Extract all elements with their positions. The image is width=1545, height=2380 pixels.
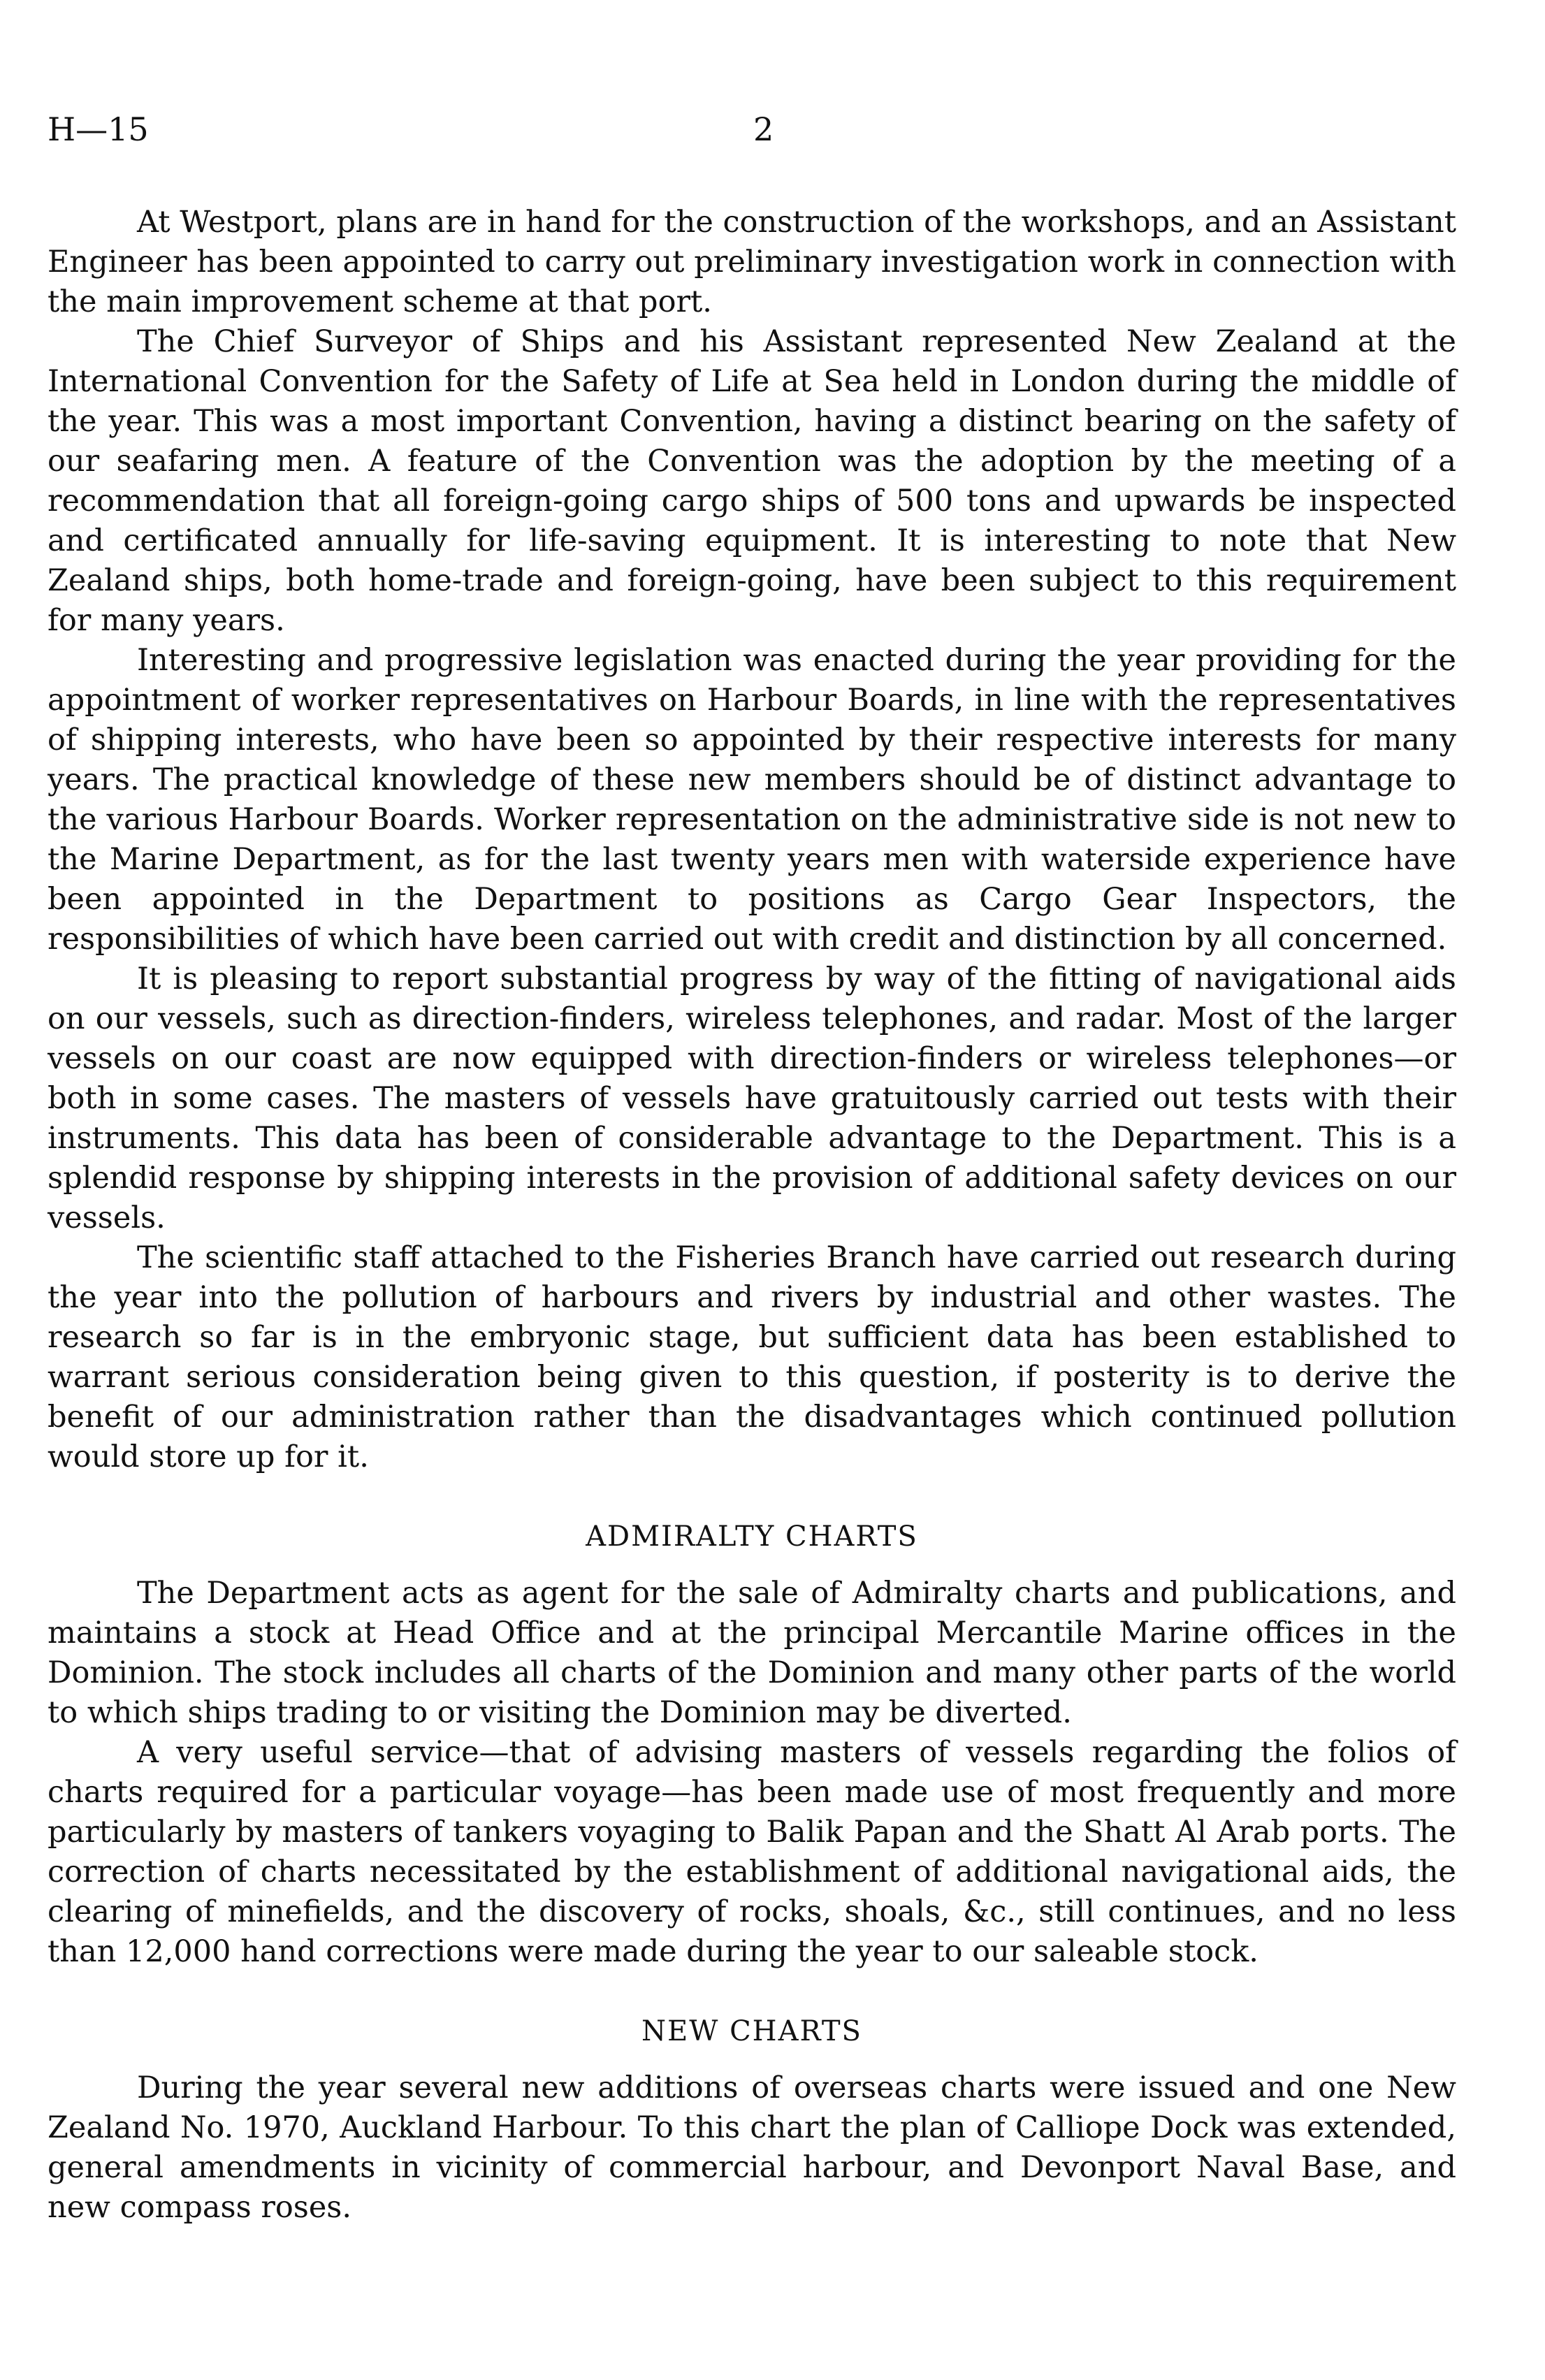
paragraph-westport: At Westport, plans are in hand for the construction of the workshops, and an Assistant Engineer has been appointed to carry out preliminary investigation work in connection with the main improvement scheme at that port. xyxy=(48,205,1456,319)
paragraph-worker-representatives: Interesting and progressive legislation was enacted during the year providing for the appointment of worker representatives on Harbour Boards, in line with the representatives of shipping interests, who have been so appointed by their respective interests for many years. The practical knowledge of these new members should be of distinct advantage to the various Harbour Boards. Worker representation on the administrative side is not new to the Marine Department, as for the last twenty years men with waterside experience have been appointed in the Department to positions as Cargo Gear Inspectors, the responsibilities of which have been carried out with credit and distinction by all concerned. xyxy=(48,643,1456,957)
section-heading-new-charts: NEW CHARTS xyxy=(641,2015,862,2047)
paragraph-new-charts: During the year several new additions of overseas charts were issued and one New Zealand No. 1970, Auckland Harbour. To this chart the plan of Calliope Dock was extended, general amendments in vicinity of commercial harbour, and Devonport Naval Base, and new compass roses. xyxy=(48,2070,1456,2225)
paragraph-admiralty-agent: The Department acts as agent for the sale of Admiralty charts and publications, and maintains a stock at Head Office and at the principal Mercantile Marine offices in the Dominion. The stock includes all charts of the Dominion and many other parts of the world to which ships trading to or visiting the Dominion may be diverted. xyxy=(48,1576,1456,1730)
paragraph-safety-convention: The Chief Surveyor of Ships and his Assistant represented New Zealand at the International Convention for the Safety of Life at Sea held in London during the middle of the year. This was a most important Convention, having a distinct bearing on the safety of our seafaring men. A feature of the Convention was the adoption by the meeting of a recommendation that all foreign-going cargo ships of 500 tons and upwards be inspected and certificated annually for life-saving equipment. It is interesting to note that New Zealand ships, both home-trade and foreign-going, have been subject to this requirement for many years. xyxy=(48,324,1456,638)
running-header xyxy=(48,105,1456,154)
page-number: 2 xyxy=(753,110,774,148)
section-heading-admiralty-charts: ADMIRALTY CHARTS xyxy=(586,1521,918,1553)
document-reference: H—15 xyxy=(48,110,149,148)
paragraph-advisory-service: A very useful service—that of advising masters of vessels regarding the folios of charts required for a particular voyage—has been made use of most frequently and more particularly by masters of tankers voyaging to Balik Papan and the Shatt Al Arab ports. The correction of charts necessitated by the establishment of additional navigational aids, the clearing of minefields, and the discovery of rocks, shoals, &c., still continues, and no less than 12,000 hand corrections were made during the year to our saleable stock. xyxy=(48,1735,1456,1969)
body-text xyxy=(48,203,1456,2228)
paragraph-navigational-aids: It is pleasing to report substantial progress by way of the fitting of navigational aids on our vessels, such as direction-finders, wireless telephones, and radar. Most of the larger vessels on our coast are now equipped with direction-finders or wireless telephones—or both in some cases. The masters of vessels have gratuitously carried out tests with their instruments. This data has been of considerable advantage to the Department. This is a splendid response by shipping interests in the provision of additional safety devices on our vessels. xyxy=(48,962,1456,1235)
paragraph-pollution-research: The scientific staff attached to the Fisheries Branch have carried out research during the year into the pollution of harbours and rivers by industrial and other wastes. The research so far is in the embryonic stage, but sufficient data has been established to warrant serious consideration being given to this question, if posterity is to derive the benefit of our administration rather than the disadvantages which continued pollution would store up for it. xyxy=(48,1240,1456,1474)
